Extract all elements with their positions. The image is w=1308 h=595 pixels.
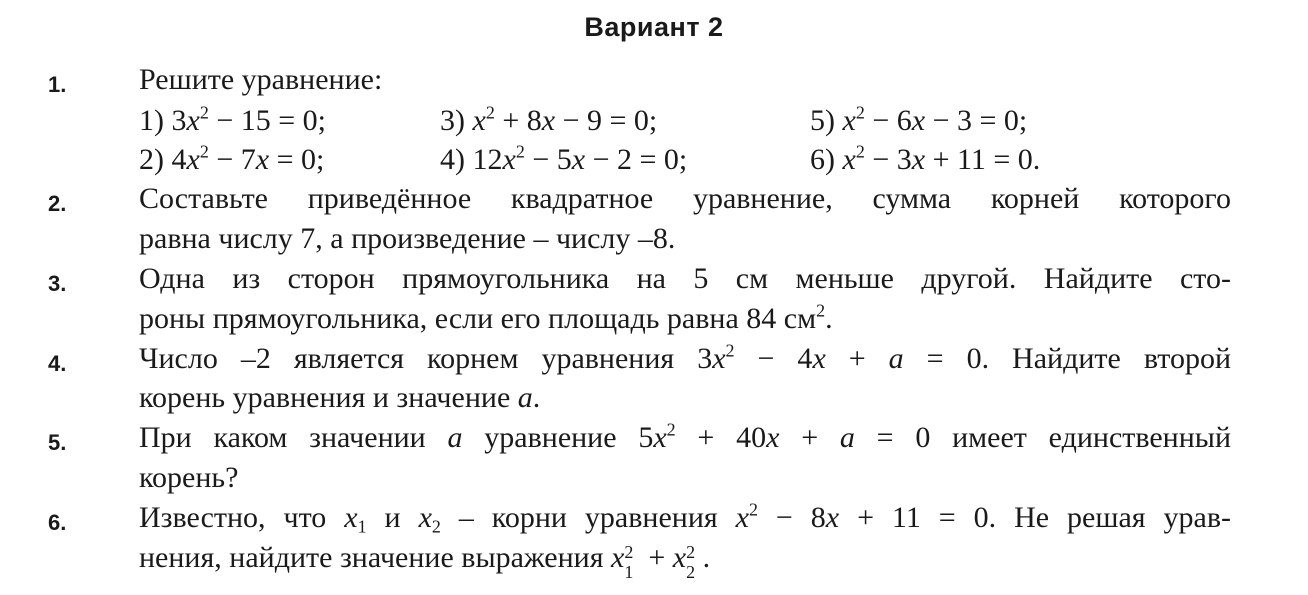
- task-4-line-2: корень уравнения и значение a.: [139, 381, 541, 414]
- page-title: Вариант 2: [584, 12, 724, 42]
- equation-1: 1) $3x^2 - 15 = 0$;: [139, 102, 327, 137]
- equation-4: 4) $12x^2 - 5x - 2 = 0$;: [440, 141, 688, 176]
- equation-6: 6) $x^2 - 3x + 11 = 0$.: [810, 141, 1041, 176]
- task-2-line-2: равна числу 7, а произведение – числу –8.: [139, 222, 676, 255]
- task-3-line-2: роны прямоугольника, если его площадь равна 84 $см^2$.: [139, 300, 833, 335]
- task-4-line-1: Число –2 является корнем уравнения $3x^2 - 4x + a = 0$. Найдите второй: [139, 340, 1232, 375]
- task-number-3: 3.: [48, 271, 67, 296]
- task-5-line-2: корень?: [139, 461, 239, 494]
- task-number-5: 5.: [48, 430, 67, 455]
- task-number-4: 4.: [48, 351, 67, 376]
- equation-2: 2) $4x^2 - 7x = 0$;: [139, 141, 325, 176]
- task-5-line-1: При каком значении a уравнение $5x^2 + 40x + a = 0$ имеет единственный: [139, 419, 1231, 454]
- task-2-line-1: Составьте приведённое квадратное уравнение, сумма корней которого: [139, 182, 1231, 215]
- task-1-intro: Решите уравнение:: [139, 63, 383, 96]
- x1-squared: x 2 1: [611, 541, 634, 582]
- task-number-1: 1.: [48, 72, 67, 97]
- x2-squared: x 2 2: [672, 541, 696, 582]
- task-6-line-1: Известно, что $x_1$ и $x_2$ – корни уравнения $x^2 - 8x + 11 = 0$. Не решая урав-: [139, 499, 1231, 537]
- task-6-line-2: нения, найдите значение выражения x 2 1 + x 2 2 .: [139, 541, 711, 582]
- equation-5: 5) $x^2 - 6x - 3 = 0$;: [810, 102, 1028, 137]
- task-number-2: 2.: [48, 191, 67, 216]
- equation-3: 3) $x^2 + 8x - 9 = 0$;: [440, 102, 658, 137]
- task-number-6: 6.: [48, 510, 67, 535]
- task-3-line-1: Одна из сторон прямоугольника на 5 см меньше другой. Найдите сто-: [139, 262, 1231, 295]
